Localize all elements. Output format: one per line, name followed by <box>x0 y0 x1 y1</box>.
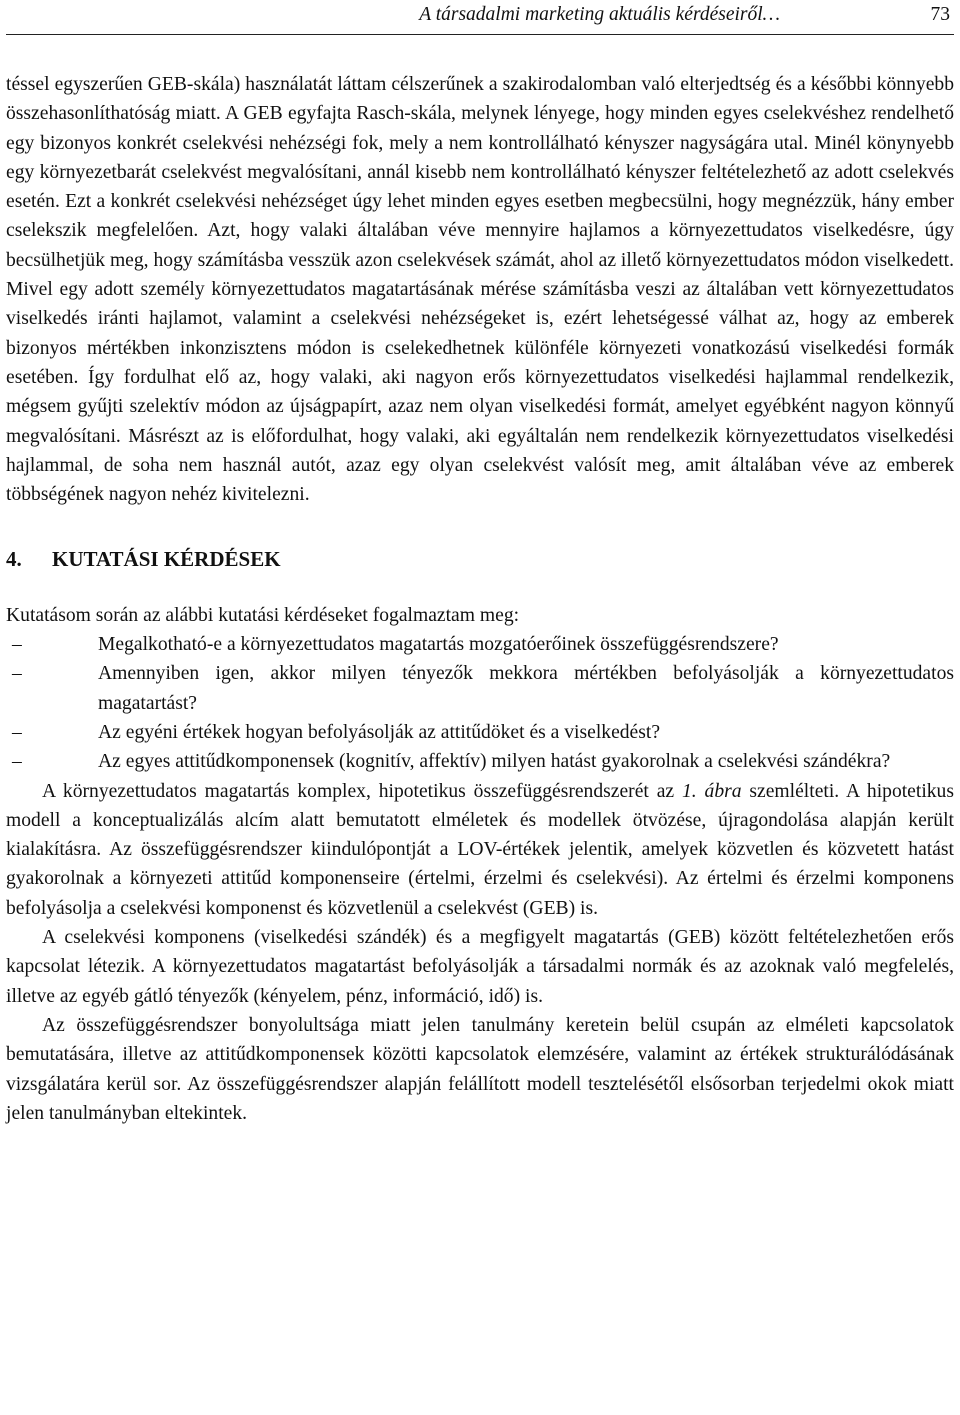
figure-reference: 1. ábra <box>681 780 742 802</box>
questions-intro: Kutatásom során az alábbi kutatási kérdéseket fogalmaztam meg: <box>6 604 520 626</box>
research-questions-list <box>6 630 954 776</box>
running-header-title: A társadalmi marketing aktuális kérdéseiről… <box>419 4 780 25</box>
research-question <box>6 718 954 747</box>
section-heading <box>6 545 954 574</box>
dash-bullet-icon: – <box>12 634 22 656</box>
document-body <box>6 70 954 1128</box>
research-question <box>6 659 954 718</box>
research-question-text: Az egyéni értékek hogyan befolyásolják az attitűdöket és a viselkedést? <box>98 721 661 743</box>
dash-bullet-icon: – <box>12 751 22 773</box>
research-question-text: Amennyiben igen, akkor milyen tényezők mekkora mértékben befolyásolják a környezettudatos magatartást? <box>98 663 954 714</box>
body-paragraph-1: téssel egyszerűen GEB-skála) használatát láttam célszerűnek a szakirodalomban való elterjedtség és a későbbi könnyebb összehasonlíthatóság miatt. A GEB egyfajta Rasch-skála, melynek lényege, hogy minden egyes cselekvéshez rendelhető egy bizonyos konkrét cselekvési nehézségi fok, mely a nem kontrollálható kényszer nagyságára utal. Minél könynyebb egy környezetbarát cselekvést megvalósítani, annál kisebb nem kontrollálható kényszer feltételezhető az adott cselekvés esetén. Ezt a konkrét cselekvési nehézséget úgy lehet minden egyes esetben megbecsülni, hogy megnézzük, hány ember cselekszik megfelelően. Azt, hogy valaki általában véve mennyire hajlamos a környezettudatos viselkedésre, úgy becsülhetjük meg, hogy számításba vesszük azon cselekvések számát, ahol az illető környezettudatos módon viselkedett. Mivel egy adott személy környezettudatos magatartásának mérése számításba veszi az általában vett környezettudatos viselkedés iránti hajlamot, valamint a cselekvési nehézségeket is, ezért lehetségessé válhat az, hogy az emberek bizonyos mértékben inkonzisztens módon is cselekedhetnek különféle környezeti vonatkozású viselkedési formák esetében. Így fordulhat elő az, hogy valaki, aki nagyon erős környezettudatos viselkedési hajlammal rendelkezik, mégsem gyűjti szelektív módon az újságpapírt, azaz nem olyan viselkedési formát, amelyet egyébként nagyon könnyű megvalósítani. Másrészt az is előfordulhat, hogy valaki, aki egyáltalán nem rendelkezik környezettudatos viselkedési hajlammal, de soha nem használ autót, azaz egy olyan cselekvést valósít meg, amit általában véve az emberek többségének nagyon nehéz kivitelezni. <box>6 74 954 506</box>
page-number: 73 <box>930 4 950 25</box>
body-paragraph-4: Az összefüggésrendszer bonyolultsága miatt jelen tanulmány keretein belül csupán az elméleti kapcsolatok bemutatására, illetve az attitűdkomponensek közötti kapcsolatok elemzésére, valamint az értékek strukturálódásának vizsgálatára kerül sor. Az összefüggésrendszer alapján felállított modell tesztelésétől elsősorban terjedelmi okok miatt jelen tanulmányban eltekintek. <box>6 1014 954 1124</box>
research-question <box>6 630 954 659</box>
body-paragraph-3: A cselekvési komponens (viselkedési szándék) és a megfigyelt magatartás (GEB) között feltételezhetően erős kapcsolat létezik. A környezettudatos magatartást befolyásolják a társadalmi normák és az azoknak való megfelelés, illetve az egyéb gátló tényezők (kényelem, pénz, információ, idő) is. <box>6 927 954 1007</box>
paragraph-2-rest: szemlélteti. A hipotetikus modell a konceptualizálás alcím alatt bemutatott elméletek és modellek ötvözése, újragondolása alapján került kialakításra. Az összefüggésrendszer kiindulópontját a LOV-értékek jelentik, amelyek közvetlen és közvetett hatást gyakorolnak a környezeti attitűd komponenseire (értelmi, érzelmi és cselekvési). Az értelmi és érzelmi komponens befolyásolja a cselekvési komponenst és közvetlenül a cselekvést (GEB) is. <box>6 780 954 919</box>
body-paragraph-2 <box>6 777 954 923</box>
paragraph-2-lead: A környezettudatos magatartás komplex, hipotetikus összefüggésrendszerét az <box>42 780 682 802</box>
running-header <box>6 0 954 35</box>
dash-bullet-icon: – <box>12 721 22 743</box>
document-page <box>6 0 954 1128</box>
section-title: KUTATÁSI KÉRDÉSEK <box>52 547 281 572</box>
research-question-text: Megalkotható-e a környezettudatos magatartás mozgatóerőinek összefüggésrendszere? <box>98 634 779 656</box>
research-question <box>6 747 954 776</box>
research-question-text: Az egyes attitűdkomponensek (kognitív, affektív) milyen hatást gyakorolnak a cselekvési szándékra? <box>98 751 891 773</box>
section-number: 4. <box>6 547 22 572</box>
dash-bullet-icon: – <box>12 663 22 685</box>
